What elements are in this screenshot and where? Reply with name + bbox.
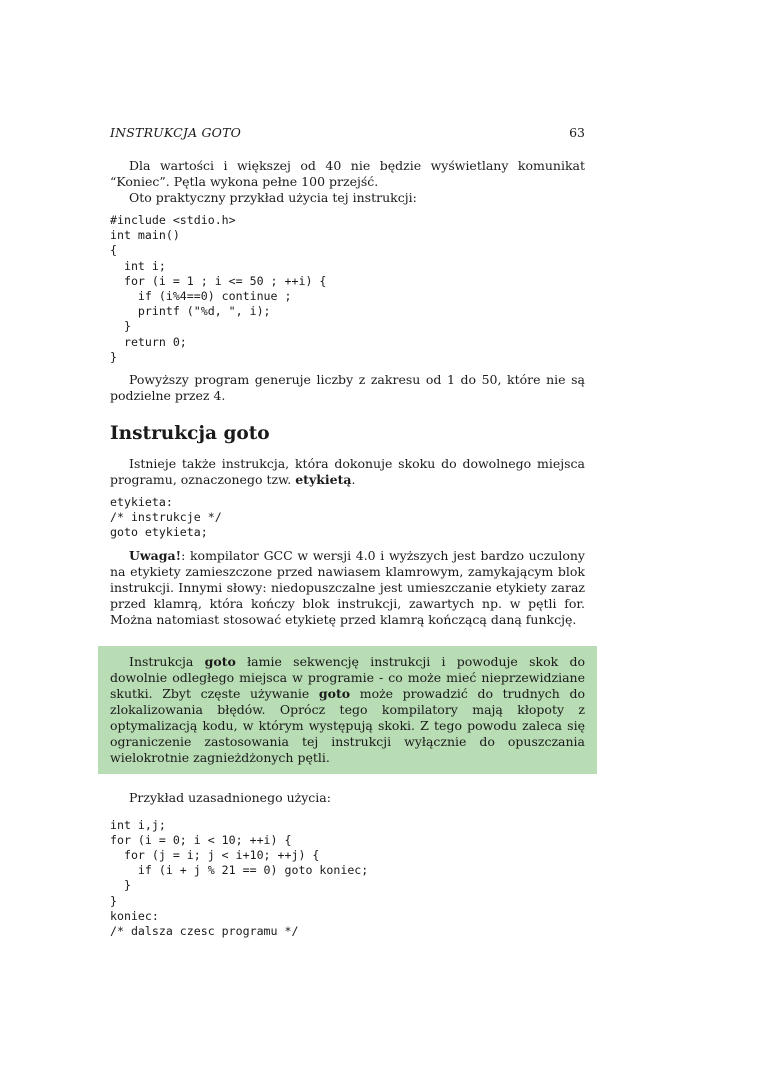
- code-listing-continue: #include <stdio.h> int main() { int i; for (i = 1 ; i <= 50 ; ++i) { if (i%4==0) continue ; printf ("%d, ", i); } return 0; }: [110, 213, 327, 364]
- page-number: 63: [569, 125, 585, 140]
- running-title: INSTRUKCJA GOTO: [110, 125, 242, 140]
- running-header: [110, 125, 585, 140]
- section-heading: Instrukcja goto: [110, 423, 270, 445]
- example-intro: Przykład uzasadnionego użycia:: [129, 789, 331, 805]
- intro-paragraph-2: Oto praktyczny przykład użycia tej instrukcji:: [129, 190, 417, 205]
- code-listing-label: etykieta: /* instrukcje */ goto etykieta;: [110, 495, 222, 540]
- paragraph-program-output: Powyższy program generuje liczby z zakresu od 1 do 50, które nie są podzielne przez 4.: [110, 372, 585, 404]
- warning-paragraph: Uwaga!: kompilator GCC w wersji 4.0 i wyższych jest bardzo uczulony na etykiety zamieszczone przed nawiasem klamrowym, zamykającym blok instrukcji. Innymi słowy: niedopuszczalne jest umieszczanie etykiety zaraz przed klamrą, która kończy blok instrukcji, zawartych np. w pętli for. Można natomiast stosować etykietę przed klamrą kończącą daną funkcję.: [110, 547, 585, 627]
- paragraph-goto-intro: Istnieje także instrukcja, która dokonuje skoku do dowolnego miejsca programu, oznaczonego tzw. etykietą.: [110, 456, 585, 488]
- intro-paragraph-1: Dla wartości i większej od 40 nie będzie wyświetlany komunikat “Koniec”. Pętla wykona pełne 100 przejść.: [110, 158, 585, 189]
- term-etykieta: etykietą: [295, 472, 352, 488]
- goto-caution-callout: [98, 646, 597, 774]
- callout-text: Instrukcja goto łamie sekwencję instrukcji i powoduje skok do dowolnie odległego miejsca w programie - co może mieć nieprzewidziane skutki. Zbyt częste używanie goto może prowadzić do trudnych do zlokalizowania błędów. Oprócz tego kompilatory mają kłopoty z optymalizacją kodu, w którym występują skoki. Z tego powodu zaleca się ograniczenie zastosowania tej instrukcji wyłącznie do opuszczania wielokrotnie zagnieżdżonych pętli.: [110, 653, 585, 765]
- warning-label: Uwaga!: [129, 547, 182, 563]
- code-listing-goto-example: int i,j; for (i = 0; i < 10; ++i) { for (j = i; j < i+10; ++j) { if (i + j % 21 == 0) goto koniec; } } koniec: /* dalsza czesc programu */: [110, 817, 369, 939]
- page-content: [110, 158, 585, 939]
